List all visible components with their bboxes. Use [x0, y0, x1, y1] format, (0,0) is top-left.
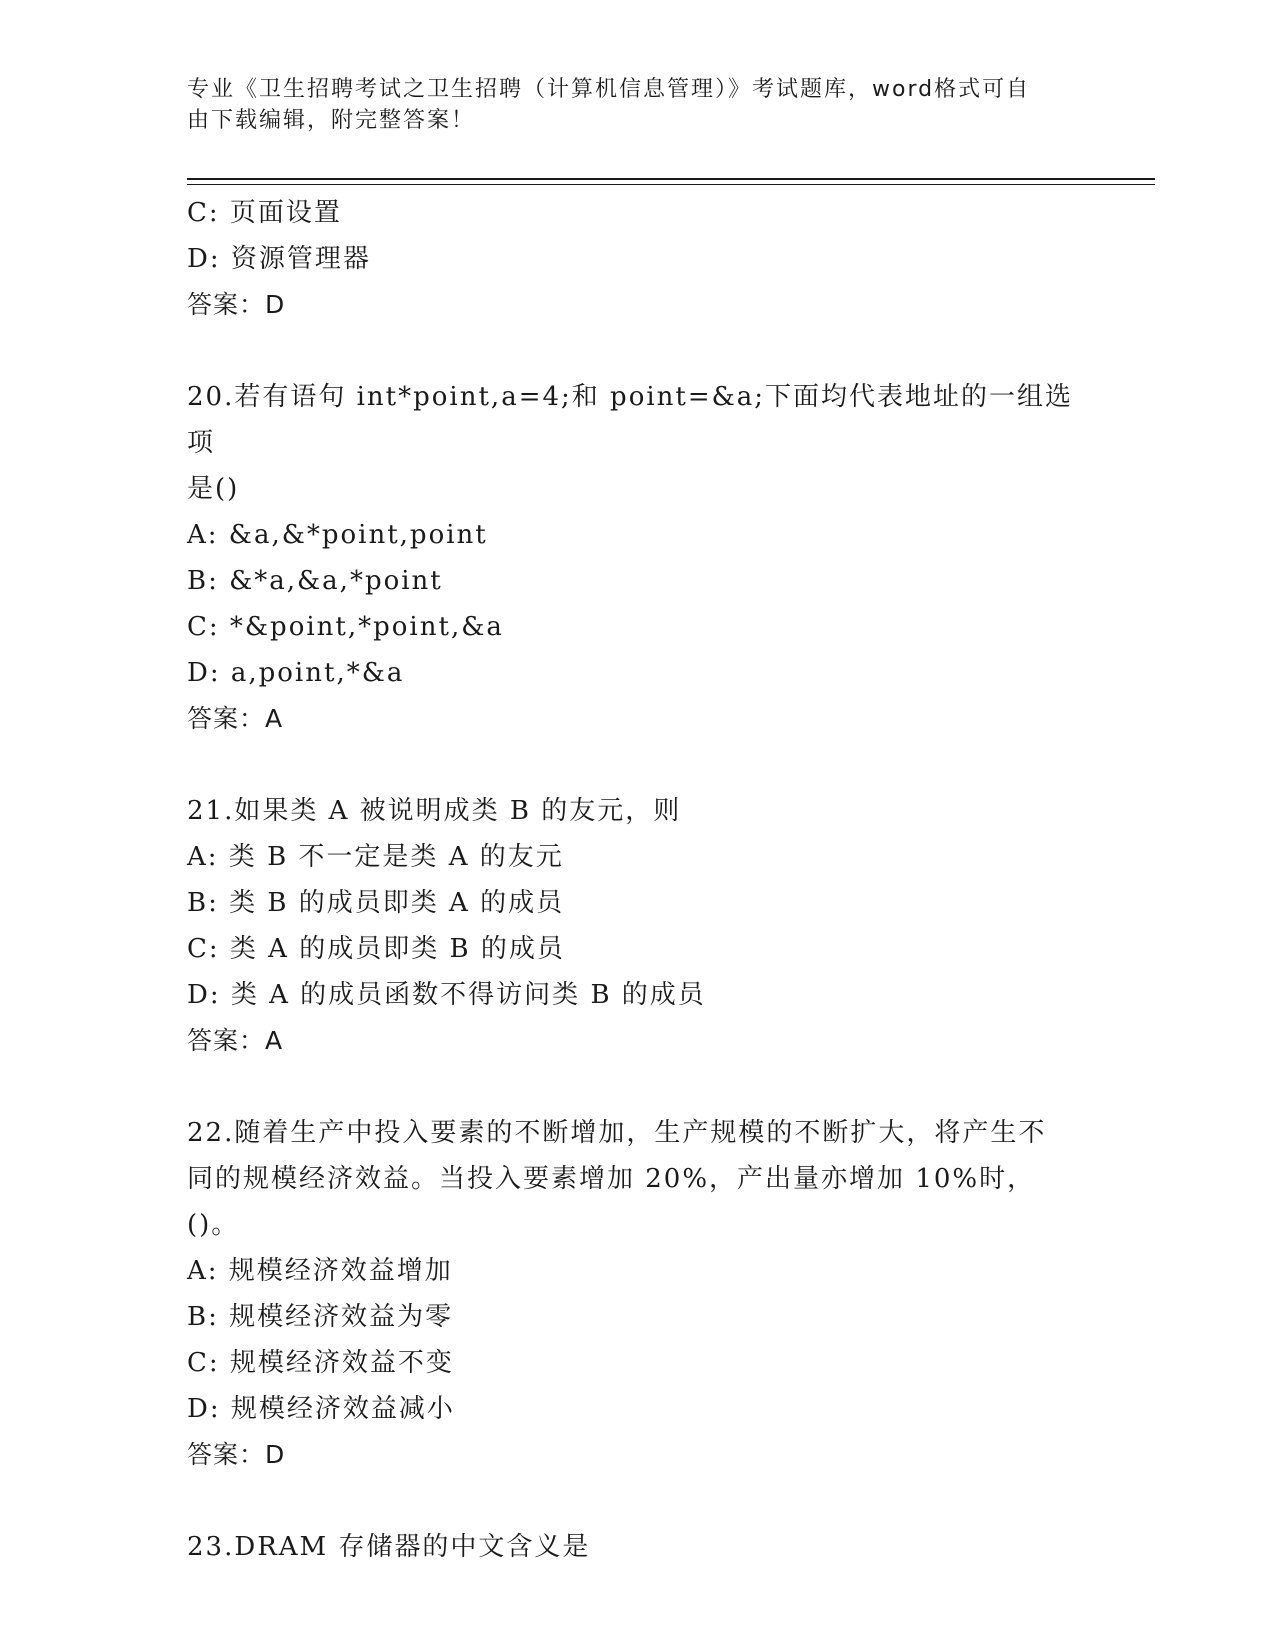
answer-line: 答案：D	[187, 290, 286, 319]
spacer	[187, 1064, 1087, 1110]
answer-line: 答案：A	[187, 1026, 284, 1055]
spacer	[187, 328, 1087, 374]
header-line-2: 由下载编辑，附完整答案！	[187, 108, 476, 133]
header-line-1: 专业《卫生招聘考试之卫生招聘（计算机信息管理）》考试题库，word格式可自	[187, 77, 1031, 102]
option-b: B: 类 B 的成员即类 A 的成员	[187, 888, 565, 918]
question-23	[187, 1524, 1087, 1570]
option-d: D: 规模经济效益减小	[187, 1394, 455, 1424]
answer-line: 答案：D	[187, 1440, 286, 1469]
question-21	[187, 788, 1087, 1064]
option-a: A: 规模经济效益增加	[187, 1256, 453, 1286]
option-c: C: *&point,*point,&a	[187, 612, 504, 642]
header-divider-thick	[187, 178, 1155, 180]
header-divider-thin	[187, 184, 1155, 185]
option-b: B: 规模经济效益为零	[187, 1302, 454, 1332]
question-list	[187, 190, 1087, 1570]
spacer	[187, 1478, 1087, 1524]
option-b: B: &*a,&a,*point	[187, 566, 443, 596]
option-d: D: 类 A 的成员函数不得访问类 B 的成员	[187, 980, 706, 1010]
question-22	[187, 1110, 1087, 1478]
option-d: D: 资源管理器	[187, 244, 371, 274]
option-a: A: &a,&*point,point	[187, 520, 488, 550]
spacer	[187, 742, 1087, 788]
question-stem-line-1: 20.若有语句 int*point,a=4;和 point=&a;下面均代表地址的一组选项	[187, 382, 1074, 458]
question-stem: 21.如果类 A 被说明成类 B 的友元，则	[187, 796, 682, 826]
option-c: C: 页面设置	[187, 198, 342, 228]
question-stem-line-2: 是()	[187, 474, 240, 504]
question-stem-line-1: 22.随着生产中投入要素的不断增加，生产规模的不断扩大，将产生不	[187, 1118, 1047, 1148]
option-c: C: 类 A 的成员即类 B 的成员	[187, 934, 565, 964]
question-stem: 23.DRAM 存储器的中文含义是	[187, 1532, 591, 1562]
document-header	[187, 74, 1067, 136]
option-d: D: a,point,*&a	[187, 658, 405, 688]
option-a: A: 类 B 不一定是类 A 的友元	[187, 842, 564, 872]
answer-line: 答案：A	[187, 704, 284, 733]
question-stem-line-2: 同的规模经济效益。当投入要素增加 20%，产出量亦增加 10%时，()。	[187, 1164, 1036, 1240]
option-c: C: 规模经济效益不变	[187, 1348, 454, 1378]
question-19-tail	[187, 190, 1087, 328]
question-20	[187, 374, 1087, 742]
